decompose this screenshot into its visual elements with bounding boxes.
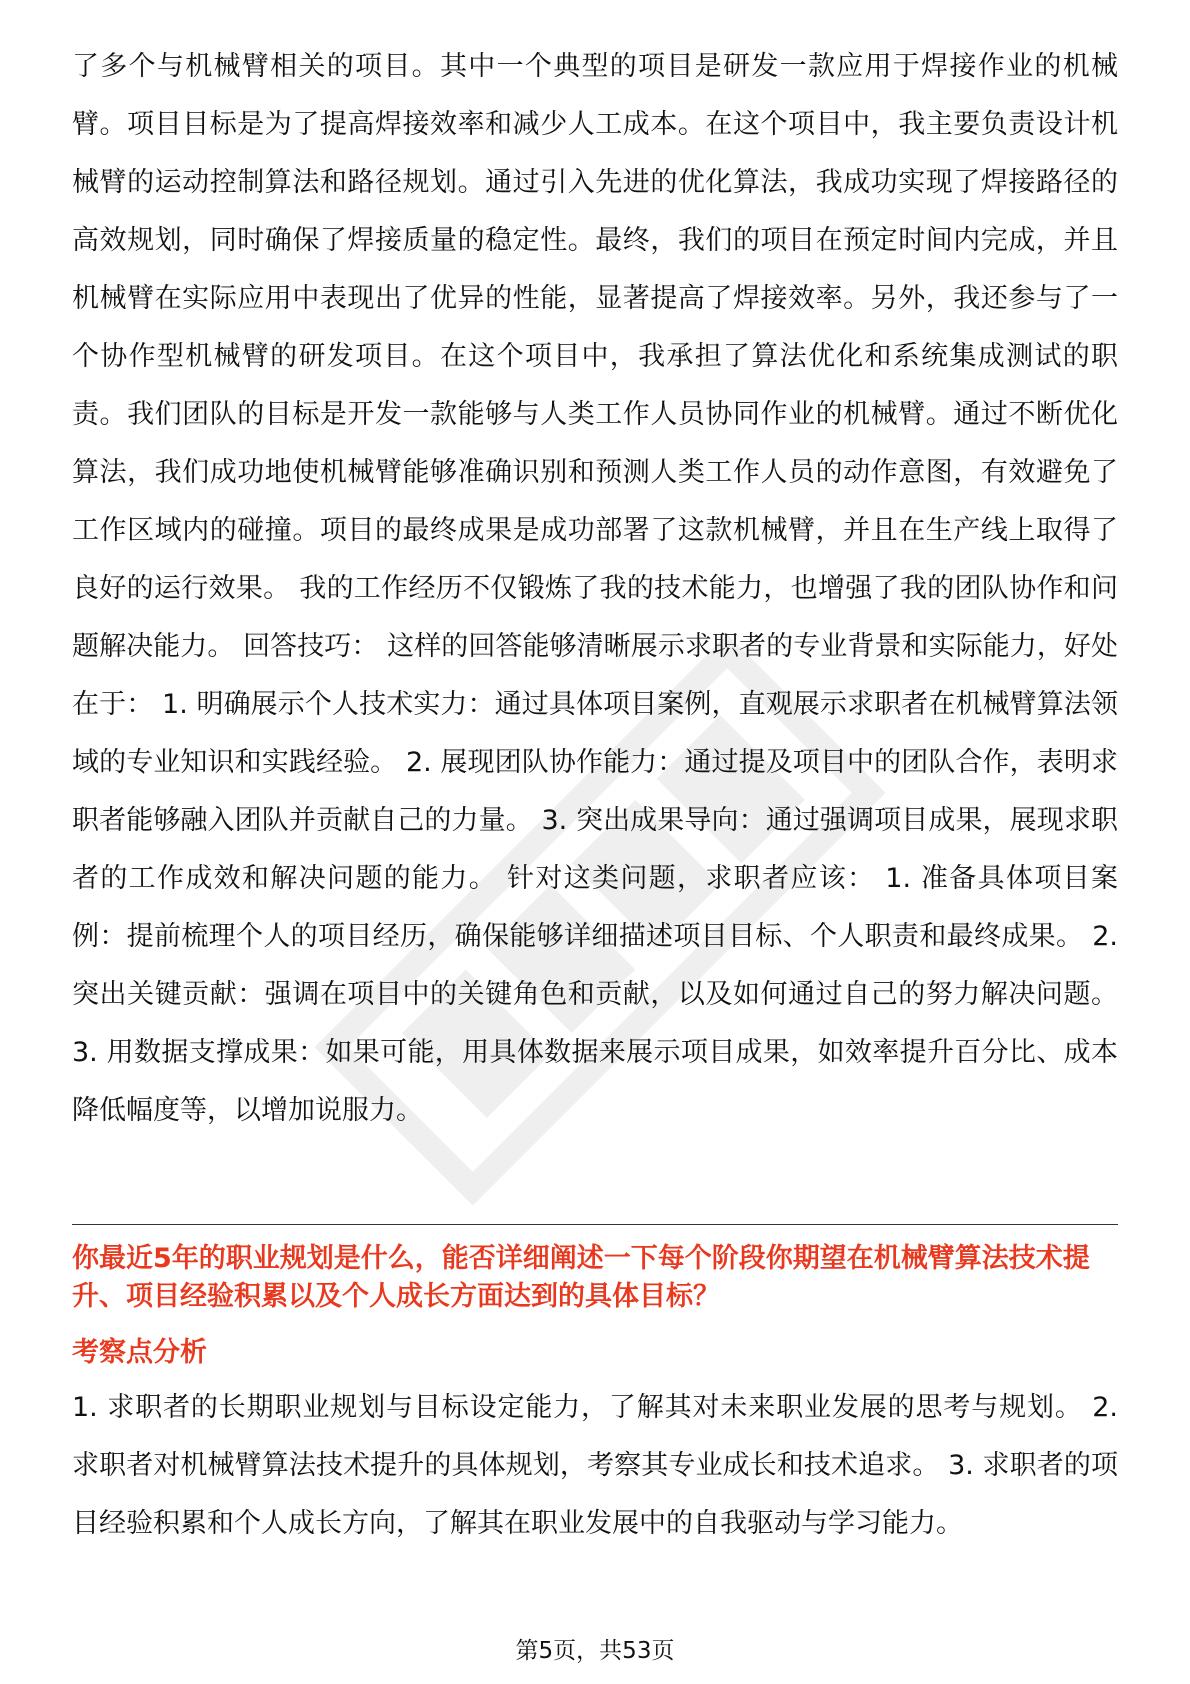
page-number-footer: 第5页，共53页	[515, 1638, 675, 1664]
section-divider	[72, 1224, 1118, 1225]
analysis-heading: 考察点分析	[72, 1337, 207, 1368]
answer-paragraph: 了多个与机械臂相关的项目。其中一个典型的项目是研发一款应用于焊接作业的机械臂。项目目标是为了提高焊接效率和减少人工成本。在这个项目中，我主要负责设计机械臂的运动控制算法和路径规划。通过引入先进的优化算法，我成功实现了焊接路径的高效规划，同时确保了焊接质量的稳定性。最终，我们的项目在预定时间内完成，并且机械臂在实际应用中表现出了优异的性能，显著提高了焊接效率。另外，我还参与了一个协作型机械臂的研发项目。在这个项目中，我承担了算法优化和系统集成测试的职责。我们团队的目标是开发一款能够与人类工作人员协同作业的机械臂。通过不断优化算法，我们成功地使机械臂能够准确识别和预测人类工作人员的动作意图，有效避免了工作区域内的碰撞。项目的最终成果是成功部署了这款机械臂，并且在生产线上取得了良好的运行效果。 我的工作经历不仅锻炼了我的技术能力，也增强了我的团队协作和问题解决能力。 回答技巧： 这样的回答能够清晰展示求职者的专业背景和实际能力，好处在于： 1. 明确展示个人技术实力：通过具体项目案例，直观展示求职者在机械臂算法领域的专业知识和实践经验。 2. 展现团队协作能力：通过提及项目中的团队合作，表明求职者能够融入团队并贡献自己的力量。 3. 突出成果导向：通过强调项目成果，展现求职者的工作成效和解决问题的能力。 针对这类问题，求职者应该： 1. 准备具体项目案例：提前梳理个人的项目经历，确保能够详细描述项目目标、个人职责和最终成果。 2. 突出关键贡献：强调在项目中的关键角色和贡献，以及如何通过自己的努力解决问题。 3. 用数据支撑成果：如果可能，用具体数据来展示项目成果，如效率提升百分比、成本降低幅度等，以增加说服力。	[72, 51, 1118, 1126]
analysis-text: 1. 求职者的长期职业规划与目标设定能力，了解其对未来职业发展的思考与规划。 2. 求职者对机械臂算法技术提升的具体规划，考察其专业成长和技术追求。 3. 求职者的项目经验积累和个人成长方向，了解其在职业发展中的自我驱动与学习能力。	[72, 1392, 1118, 1539]
interview-question: 你最近5年的职业规划是什么，能否详细阐述一下每个阶段你期望在机械臂算法技术提升、项目经验积累以及个人成长方面达到的具体目标？	[72, 1243, 1090, 1312]
answer-section	[72, 38, 1118, 1140]
